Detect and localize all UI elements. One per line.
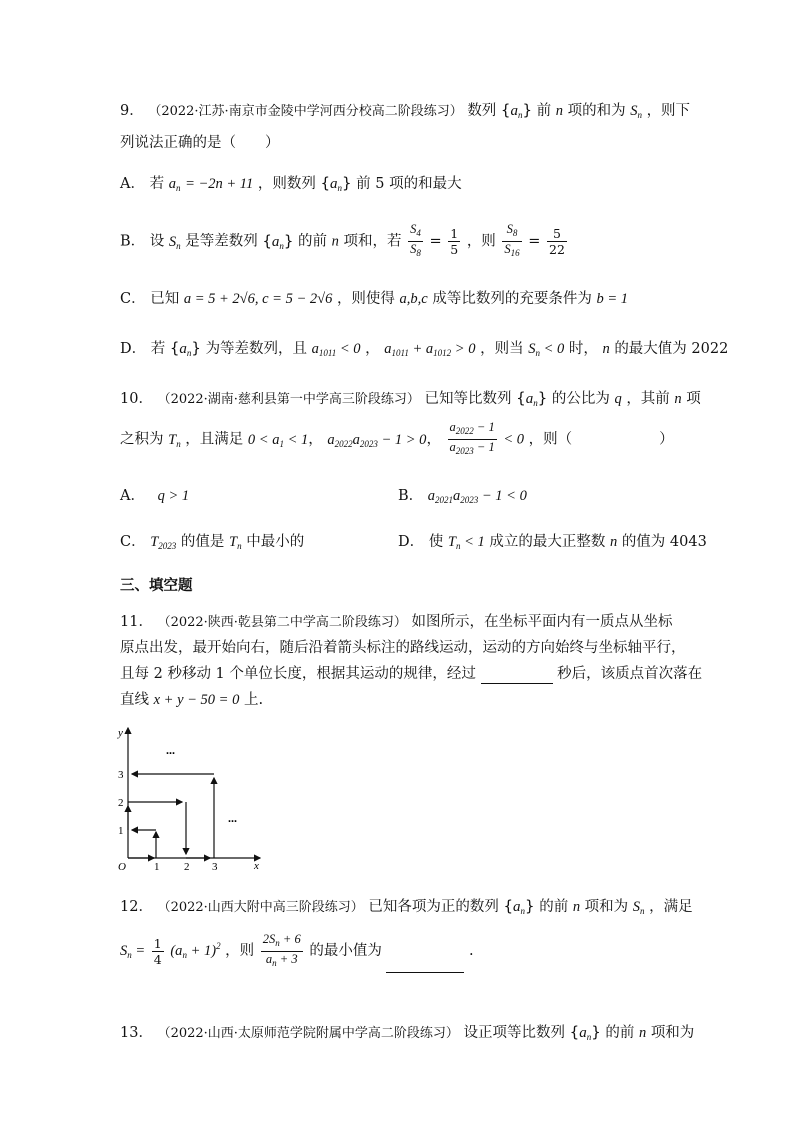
q10-option-a: A． q > 1	[120, 488, 190, 504]
q11-number: 11．	[120, 614, 153, 630]
q12-number: 12．	[120, 899, 153, 915]
fraction-2sn-6: $\frac{2S_n + 6}{a_n + 3}$	[262, 931, 301, 968]
q10-source: （2022·湖南·慈利县第一中学高三阶段练习）	[157, 392, 420, 407]
answer-blank-q12[interactable]	[386, 956, 464, 973]
q9-number: 9．	[120, 103, 144, 119]
section-heading: 三、填空题	[120, 578, 193, 594]
q10-option-c: C． $T_{2023}$ 的值是 $T_n$ 中最小的	[120, 534, 305, 551]
q11-line1: 11． （2022·陕西·乾县第二中学高二阶段练习） 如图所示，在坐标平面内有一质点从坐标	[120, 614, 673, 630]
q11-line2: 原点出发，最开始向右，随后沿着箭头标注的路线运动，运动的方向始终与坐标轴平行，	[120, 640, 686, 656]
seq-notation: $\{a_n\}$	[500, 101, 533, 120]
origin-label: O	[118, 861, 126, 872]
q12-source: （2022·山西大附中高三阶段练习）	[157, 900, 364, 915]
x-tick-1: 1	[154, 861, 160, 872]
x-axis-label: x	[254, 860, 259, 872]
q12-line2: $S_n$ = $\frac{1}{4}$ $(a_n + 1)^2$ ，则 $\frac{2S_n + 6}{a_n + 3}$ 的最小值为 .	[120, 928, 474, 973]
answer-blank[interactable]	[481, 667, 553, 684]
fraction-s4-s8: $\frac{S_4}{S_8}$	[410, 222, 421, 258]
q11-line4: 直线 x + y − 50 = 0 上.	[120, 692, 264, 708]
fraction-s8-s16: $\frac{S_8}{S_{16}}$	[504, 222, 520, 258]
q11-line3: 且每 2 秒移动 1 个单位长度，根据其运动的规律，经过 秒后，该质点首次落在	[120, 666, 703, 682]
q9a-formula: = −2n + 11	[185, 176, 254, 192]
x-tick-2: 2	[184, 861, 190, 872]
x-tick-3: 3	[212, 861, 218, 872]
q9-line1: 9． （2022·江苏·南京市金陵中学河西分校高二阶段练习） 数列 $\{a_n\}$ 前 n 项的和为 $S_n$ ，则下	[120, 101, 691, 120]
q9-option-b: B． 设 $S_n$ 是等差数列 $\{a_n\}$ 的前 n 项和，若 $\frac{S_4}{S_8}$ = $\frac{1}{5}$ ，则 $\frac{S_8}{S_{16}}$ = $\frac{5}{22}$	[120, 222, 569, 263]
fraction-5-22: $\frac{5}{22}$	[549, 226, 565, 257]
q11-source: （2022·陕西·乾县第二中学高二阶段练习）	[157, 615, 407, 630]
q9-source: （2022·江苏·南京市金陵中学河西分校高二阶段练习）	[148, 104, 463, 119]
y-axis-label: y	[118, 727, 123, 739]
q12-line1: 12． （2022·山西大附中高三阶段练习） 已知各项为正的数列 $\{a_n\}$ 的前 n 项和为 $S_n$ ，满足	[120, 897, 693, 916]
q10-line1: 10． （2022·湖南·慈利县第一中学高三阶段练习） 已知等比数列 $\{a_n\}$ 的公比为 q ，其前 n 项	[120, 389, 701, 408]
q9-line2: 列说法正确的是（ ）	[120, 135, 280, 151]
fraction-a2022-a2023: $\frac{a_{2022} - 1}{a_{2023} - 1}$	[449, 420, 495, 456]
q9-option-c: C． 已知 a = 5 + 2√6, c = 5 − 2√6 ，则使得 a,b,c 成等比数列的充要条件为 b = 1	[120, 291, 628, 307]
path-figure	[110, 722, 270, 872]
fraction-1-5: $\frac{1}{5}$	[450, 226, 459, 257]
q13-line1: 13． （2022·山西·太原师范学院附属中学高二阶段练习） 设正项等比数列 $\{a_n\}$ 的前 n 项和为	[120, 1023, 695, 1042]
q10-number: 10．	[120, 391, 153, 407]
fraction-1-4: $\frac{1}{4}$	[153, 935, 162, 967]
y-tick-2: 2	[118, 797, 124, 809]
dots-top: ...	[166, 743, 175, 757]
q10-line2: 之积为 $T_n$ ，且满足 $0 < a_1 < 1$， $a_{2022}a_{2023} - 1 > 0$， $\frac{a_{2022} - 1}{a_{2023} - 1}$ < 0 ，则（ ）	[120, 420, 674, 462]
q10-option-d: D． 使 $T_n < 1$ 成立的最大正整数 n 的值为 4043	[398, 534, 707, 551]
y-tick-1: 1	[118, 825, 124, 837]
q9-option-d: D． 若 $\{a_n\}$ 为等差数列，且 $a_{1011} < 0$ ， $a_{1011} + a_{1012} > 0$ ，则当 $S_n < 0$ 时， n 的最大值为 2022	[120, 339, 729, 358]
q13-source: （2022·山西·太原师范学院附属中学高二阶段练习）	[157, 1026, 459, 1041]
q10-option-b: B． $a_{2021}a_{2023} - 1 < 0$	[398, 488, 527, 505]
y-tick-3: 3	[118, 769, 124, 781]
dots-right: ...	[228, 811, 237, 825]
q13-number: 13．	[120, 1025, 153, 1041]
q9-option-a: A． 若 $a_n = -2n + 11$ ，则数列 $\{a_n\}$ 前 5 项的和最大	[120, 174, 462, 193]
